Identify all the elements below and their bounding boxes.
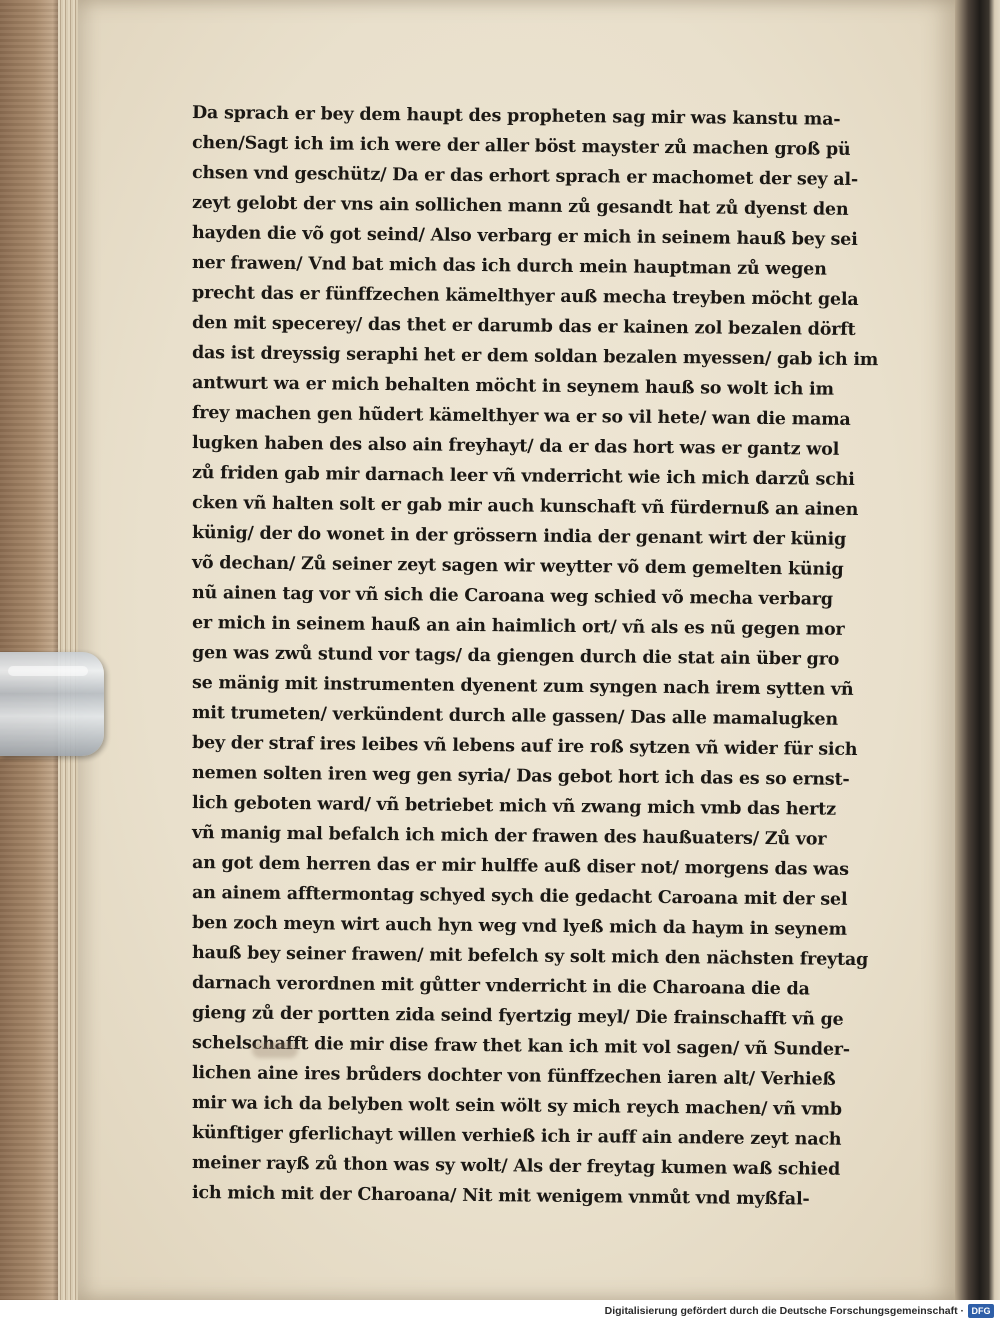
text-line: nemen solten iren weg gen syria/ Das gebot hort ich das es so ernst-: [191, 763, 850, 790]
funding-credit: Digitalisierung gefördert durch die Deutsche Forschungsgemeinschaft ·: [604, 1305, 964, 1317]
text-line: antwurt wa er mich behalten möcht in seynem hauß so wolt ich im: [191, 373, 834, 400]
text-line: zů friden gab mir darnach leer vñ vnderricht wie ich mich darzů schi: [191, 463, 855, 490]
text-line: den mit specerey/ das thet er darumb das er kainen zol bezalen dörft: [191, 313, 856, 340]
text-line: chen/Sagt ich im ich were der aller böst mayster zů machen groß pü: [191, 133, 851, 160]
text-line: Da sprach er bey dem haupt des propheten sag mir was kanstu ma-: [191, 103, 841, 130]
text-line: er mich in seinem hauß an ain haimlich ort/ vñ als es nũ gegen mor: [191, 613, 845, 640]
page-clip-highlight: [8, 666, 88, 676]
text-line: hauß bey seiner frawen/ mit befelch sy solt mich den nächsten freytag: [191, 943, 869, 971]
text-line: mit trumeten/ verkündent durch alle gassen/ Das alle mamalugken: [191, 703, 839, 730]
text-line: an got dem herren das er mir hulffe auß diser not/ morgens das was: [191, 853, 849, 880]
ink-smudge: [252, 1042, 298, 1058]
text-line: lich geboten ward/ vñ betriebet mich vñ zwang mich vmb das hertz: [191, 793, 836, 820]
text-line: das ist dreyssig seraphi het er dem soldan bezalen myessen/ gab ich im: [191, 343, 879, 371]
text-line: mir wa ich da belyben wolt sein wölt sy mich reych machen/ vñ vmb: [191, 1093, 843, 1120]
text-line: lugken haben des also ain freyhayt/ da er das hort was er gantz wol: [191, 433, 840, 460]
text-line: gen was zwů stund vor tags/ da giengen durch die stat ain über gro: [191, 643, 840, 670]
dfg-logo: DFG: [968, 1304, 994, 1318]
text-line: ner frawen/ Vnd bat mich das ich durch mein hauptman zů wegen: [191, 253, 827, 280]
text-line: bey der straf ires leibes vñ lebens auf ire roß sytzen vñ wider für sich: [191, 733, 858, 760]
text-line: võ dechan/ Zů seiner zeyt sagen wir weytter võ dem gemelten künig: [191, 553, 844, 580]
text-line: meiner rayß zů thon was sy wolt/ Als der freytag kumen waß schied: [191, 1153, 841, 1180]
text-line: künig/ der do wonet in der grössern india der genant wirt der künig: [191, 523, 847, 550]
blackletter-text-block: [192, 98, 892, 1208]
text-line: precht das er fünffzechen kämelthyer auß mecha treyben möcht gela: [191, 283, 859, 310]
text-line: zeyt gelobt der vns ain sollichen mann zů gesandt hat zů dyenst den: [191, 193, 849, 220]
text-line: an ainem afftermontag schyed sych die gedacht Caroana mit der sel: [191, 883, 848, 910]
text-line: cken vñ halten solt er gab mir auch kunschaft vñ fürdernuß an ainen: [191, 493, 859, 520]
text-line: ben zoch meyn wirt auch hyn weg vnd lyeß mich da haym in seynem: [191, 913, 847, 940]
text-line: vñ manig mal befalch ich mich der frawen des haußuaters/ Zů vor: [191, 823, 827, 850]
book-gutter: [955, 0, 1000, 1300]
text-line: hayden die võ got seind/ Also verbarg er mich in seinem hauß bey sei: [191, 223, 858, 250]
text-line: frey machen gen hũdert kämelthyer wa er so vil hete/ wan die mama: [191, 403, 851, 430]
text-line: schelschafft die mir dise fraw thet kan ich mit vol sagen/ vñ Sunder-: [191, 1033, 851, 1060]
book-board-left: [0, 0, 62, 1300]
text-line: chsen vnd geschütz/ Da er das erhort sprach er machomet der sey al-: [191, 163, 859, 190]
text-line: künftiger gferlichayt willen verhieß ich ir auff ain andere zeyt nach: [191, 1123, 842, 1150]
text-line: ich mich mit der Charoana/ Nit mit wenigem vnmůt vnd myßfal-: [191, 1183, 810, 1210]
text-line: nũ ainen tag vor vñ sich die Caroana weg schied võ mecha verbarg: [191, 583, 833, 610]
text-line: darnach verordnen mit gůtter vnderricht in die Charoana die da: [191, 973, 810, 1000]
text-line: se mänig mit instrumenten dyenent zum syngen nach irem sytten vñ: [191, 673, 854, 700]
text-line: lichen aine ires brůders dochter von fünffzechen iaren alt/ Verhieß: [191, 1063, 836, 1090]
text-line: gieng zů der portten zida seind fyertzig meyl/ Die frainschafft vñ ge: [191, 1003, 844, 1030]
page-edges: [58, 0, 80, 1300]
